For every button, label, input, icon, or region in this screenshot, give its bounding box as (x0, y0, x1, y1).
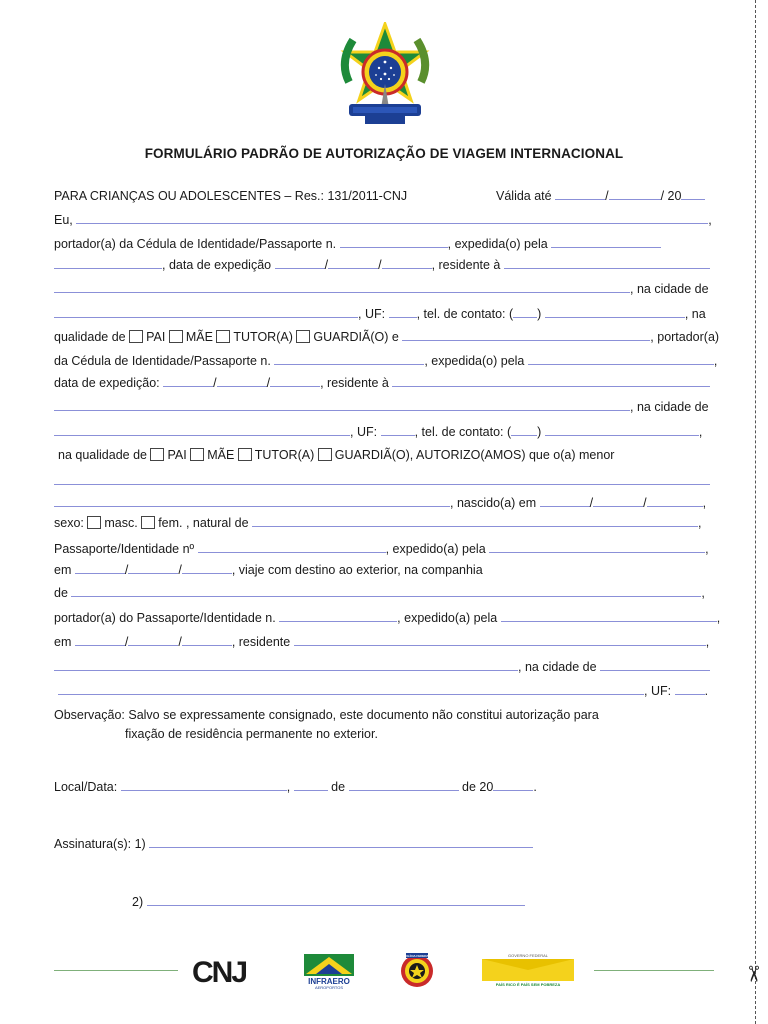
guardian2-name-field[interactable] (402, 328, 650, 341)
minor-issue-month-field[interactable] (128, 561, 178, 574)
na-cidade-label-2: , na cidade de (630, 400, 709, 414)
companion-city-field-cont[interactable] (58, 682, 644, 695)
role1-tutor-checkbox[interactable] (216, 330, 230, 343)
assinaturas-label: Assinatura(s): 1) (54, 837, 146, 851)
guardian1-issue-month-field[interactable] (328, 256, 378, 269)
qualidade-label: qualidade de (54, 330, 126, 344)
uf-label-2: , UF: (350, 425, 378, 439)
guardian2-uf-field[interactable] (381, 423, 415, 436)
role-tutor-label: TUTOR(A) (233, 330, 293, 344)
na-cidade-label: , na cidade de (630, 282, 709, 296)
date-separator: / (378, 258, 382, 272)
guardian2-issuer-field[interactable] (528, 352, 714, 365)
expedida-label-2: , expedida(o) pela (424, 354, 525, 368)
residente-label: , residente à (431, 258, 501, 272)
date-separator: / (643, 496, 647, 510)
day-field[interactable] (294, 778, 328, 791)
em-label-2: em (54, 635, 72, 649)
valid-year-field[interactable] (681, 187, 705, 200)
valid-month-field[interactable] (609, 187, 661, 200)
e-label: e (391, 330, 399, 344)
paren-close: ) (537, 307, 542, 321)
sex-male-label: masc. (104, 516, 138, 530)
policia-badge-text: POLÍCIA FEDERAL (403, 954, 431, 958)
guardian2-area-code-field[interactable] (511, 423, 537, 436)
scissors-icon: ✂ (741, 964, 767, 984)
minor-issue-day-field[interactable] (75, 561, 125, 574)
footer-rule-left (54, 970, 178, 971)
subject-text: PARA CRIANÇAS OU ADOLESCENTES – Res.: 131/2011-CNJ (54, 189, 408, 203)
sex-female-checkbox[interactable] (141, 516, 155, 529)
local-data-label: Local/Data: (54, 780, 118, 794)
guardian1-issue-day-field[interactable] (275, 256, 325, 269)
guardian2-issue-day-field[interactable] (163, 374, 213, 387)
sex-male-checkbox[interactable] (87, 516, 101, 529)
viaje-label: , viaje com destino ao exterior, na companhia (231, 563, 483, 577)
role2-mae-checkbox[interactable] (190, 448, 204, 461)
date-separator: / (589, 496, 594, 510)
role-guardia-label-2: GUARDIÃ(O) (334, 448, 410, 462)
passaporte-label: Passaporte/Identidade nº (54, 542, 195, 556)
guardian2-address-field-cont[interactable] (54, 398, 630, 411)
guardian1-uf-field[interactable] (389, 305, 417, 318)
guardian2-issue-month-field[interactable] (217, 374, 267, 387)
natural-de-label: fem. , natural de (158, 516, 249, 530)
eu-label: Eu, (54, 213, 73, 227)
role-mae-label-2: MÃE (207, 448, 235, 462)
residente-label-3: , residente (231, 635, 291, 649)
guardian1-address-field-cont[interactable] (54, 280, 630, 293)
minor-doc-number-field[interactable] (198, 540, 386, 553)
role-pai-label: PAI (146, 330, 166, 344)
infraero-logo-subtext: AEROPORTOS (314, 985, 344, 990)
policia-federal-badge (400, 951, 434, 991)
companion-issuer-field[interactable] (501, 609, 717, 622)
residente-label-2: , residente à (320, 376, 389, 390)
companion-doc-number-field[interactable] (279, 609, 397, 622)
valid-day-field[interactable] (555, 187, 605, 200)
date-separator: / (605, 189, 609, 203)
expedido-label-2: , expedido(a) pela (397, 611, 498, 625)
infraero-logo-text: INFRAERO (308, 977, 350, 986)
portador-passaporte-label: portador(a) do Passaporte/Identidade n. (54, 611, 276, 625)
paren-close: ) (537, 425, 542, 439)
companion-issue-month-field[interactable] (128, 633, 178, 646)
guardian1-phone-field[interactable] (545, 305, 685, 318)
date-separator: / (124, 563, 129, 577)
signature-2-field[interactable] (147, 893, 525, 906)
tel-label: , tel. de contato: ( (416, 307, 514, 321)
guardian1-issuer-field[interactable] (551, 235, 661, 248)
minor-birth-year-field[interactable] (647, 494, 703, 507)
companion-address-field-cont[interactable] (54, 658, 518, 671)
expedida-label: , expedida(o) pela (447, 237, 548, 251)
observacao-label: Observação: (54, 708, 125, 722)
signature-1-field[interactable] (149, 835, 533, 848)
guardian2-city-field[interactable] (54, 423, 350, 436)
month-field[interactable] (349, 778, 459, 791)
de20-label: de 20 (462, 780, 494, 794)
guardian2-address-field[interactable] (392, 374, 710, 387)
date-separator: / (124, 635, 129, 649)
minor-birthplace-field[interactable] (252, 514, 698, 527)
guardian2-doc-number-field[interactable] (274, 352, 424, 365)
cnj-logo-text: CNJ (192, 956, 247, 988)
role-guardia-label: GUARDIÃ(O) (313, 330, 389, 344)
year-prefix: / 20 (660, 189, 682, 203)
role-pai-label-2: PAI (167, 448, 187, 462)
companion-city-field[interactable] (600, 658, 710, 671)
date-separator: / (178, 635, 182, 649)
infraero-logo (304, 954, 354, 990)
minor-issue-year-field[interactable] (182, 561, 232, 574)
guardian2-issue-year-field[interactable] (270, 374, 320, 387)
na-cidade-label-3: , na cidade de (518, 660, 597, 674)
guardian1-name-field[interactable] (76, 211, 708, 224)
de-label-2: de (331, 780, 346, 794)
sexo-label: sexo: (54, 516, 84, 530)
footer-rule-right (594, 970, 714, 971)
minor-issuer-field[interactable] (489, 540, 705, 553)
brazil-coat-of-arms-emblem (335, 22, 435, 130)
data-expedicao-label-2: data de expedição: (54, 376, 160, 390)
date-separator: / (324, 258, 329, 272)
data-expedicao-label: , data de expedição (162, 258, 272, 272)
local-field[interactable] (121, 778, 287, 791)
role1-guardia-checkbox[interactable] (296, 330, 310, 343)
gov-logo-top-text: GOVERNO FEDERAL (507, 953, 549, 958)
observacao-line2: fixação de residência permanente no exterior. (125, 727, 378, 741)
guardian1-area-code-field[interactable] (513, 305, 537, 318)
companion-name-field[interactable] (71, 584, 701, 597)
guardian2-phone-field[interactable] (545, 423, 699, 436)
minor-name-field[interactable] (54, 472, 710, 485)
autorizo-label: , AUTORIZO(AMOS) que o(a) menor (409, 448, 615, 462)
tel-label-2: , tel. de contato: ( (414, 425, 512, 439)
role1-mae-checkbox[interactable] (169, 330, 183, 343)
na-label: , na (684, 307, 706, 321)
uf-label: , UF: (358, 307, 386, 321)
portador-label: portador(a) da Cédula de Identidade/Passaporte n. (54, 237, 337, 251)
role2-tutor-checkbox[interactable] (238, 448, 252, 461)
companion-issue-day-field[interactable] (75, 633, 125, 646)
governo-federal-logo (482, 953, 574, 987)
cedula-label: da Cédula de Identidade/Passaporte n. (54, 354, 271, 368)
form-title: FORMULÁRIO PADRÃO DE AUTORIZAÇÃO DE VIAGEM INTERNACIONAL (144, 146, 624, 161)
guardian1-issuer-field-cont[interactable] (54, 256, 162, 269)
date-separator: / (266, 376, 271, 390)
role2-guardia-checkbox[interactable] (318, 448, 332, 461)
date-separator: / (178, 563, 182, 577)
date-separator: / (213, 376, 217, 390)
authorization-form: ✂ FORMULÁRIO PADRÃO DE AUTORIZAÇÃO DE VIAGEM INTERNACIONAL PARA CRIANÇAS OU ADOLESCENTES – Res.: 131/2011-CNJ Válida até / / 20 Eu, , portador(a) da Cédula de Identidade/Passaporte n. , expedida(o) pela , data de expedição / / , residente à , na cidade de , UF: , tel. de contato: ( ) , na qualidade de PAI MÃE TUTOR(A) GUARDIÃ(O) e , portador(a) da Cédula de Identidade/Passaporte n. , expedida(o) pela , data de expedição: / / , residente à , na cidade de , UF: , tel. de contato: ( ) , na qualidade de PAI MÃE TUTOR(A) GUARDIÃ(O), AUTORIZO(AMOS) que o(a) menor , nascido(a) em / / , sexo: masc. fem. , natural de , Passaporte/Identidade nº , expedido(a) pela , em / / , viaje com destino ao exterior, na companhia de , portador(a) do Passaporte/Identidade n. , expedido(a) pela , em / / , residente , , na cidade de , UF: . Observação: Salvo se expressamente consignado, este documento não constitui autorização para fixação de residência permanente no exterior. Local/Data: , de de 20 . Assinatura(s): 1) 2) CNJ INFRAERO AEROPORTOS POLÍCIA FEDERAL GOVERNO FEDERAL PAÍS RICO É PAÍS SEM POBREZA (0, 0, 768, 1024)
valid-until-label: Válida até (496, 189, 552, 203)
uf-label-3: , UF: (644, 684, 672, 698)
nascido-label: , nascido(a) em (450, 496, 537, 510)
role-mae-label: MÃE (185, 330, 213, 344)
expedido-label: , expedido(a) pela (385, 542, 486, 556)
guardian1-issue-year-field[interactable] (382, 256, 432, 269)
na-qualidade-label: na qualidade de (58, 448, 147, 462)
observacao-line1: Salvo se expressamente consignado, este documento não constitui autorização para (128, 708, 599, 722)
role1-pai-checkbox[interactable] (129, 330, 143, 343)
signature-2-label: 2) (132, 895, 144, 909)
de-label: de (54, 586, 68, 600)
em-label: em (54, 563, 72, 577)
portador-a-label: , portador(a) (650, 330, 720, 344)
minor-name-field-cont[interactable] (54, 494, 450, 507)
companion-uf-field[interactable] (675, 682, 705, 695)
guardian1-address-field[interactable] (504, 256, 710, 269)
year-field[interactable] (493, 778, 533, 791)
minor-birth-day-field[interactable] (540, 494, 590, 507)
role-tutor-label-2: TUTOR(A) (254, 448, 315, 462)
role2-pai-checkbox[interactable] (150, 448, 164, 461)
minor-birth-month-field[interactable] (593, 494, 643, 507)
companion-address-field[interactable] (294, 633, 706, 646)
companion-issue-year-field[interactable] (182, 633, 232, 646)
guardian1-city-field[interactable] (54, 305, 358, 318)
cnj-logo (192, 954, 256, 988)
gov-logo-bottom-text: PAÍS RICO É PAÍS SEM POBREZA (495, 982, 561, 987)
guardian1-doc-number-field[interactable] (340, 235, 448, 248)
